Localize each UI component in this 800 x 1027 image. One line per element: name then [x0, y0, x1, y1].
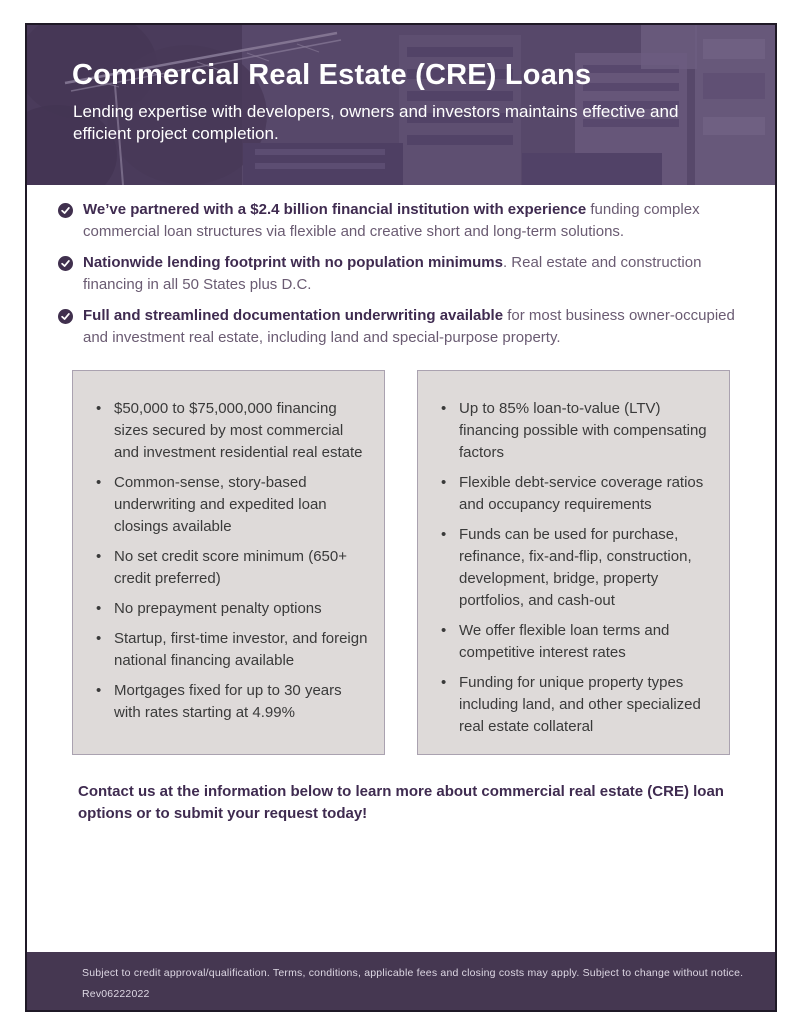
intro-bullet-bold: Full and streamlined documentation underwriting available: [83, 307, 504, 324]
footer-bar: [27, 952, 775, 1010]
intro-bullet-text: [83, 199, 743, 243]
list-item: • No set credit score minimum (650+ credit preferred): [95, 546, 370, 590]
footer-revision: Rev06222022: [82, 988, 150, 1000]
list-item: • We offer flexible loan terms and competitive interest rates: [440, 620, 715, 664]
list-item: • Funding for unique property types including land, and other specialized real estate collateral: [440, 672, 715, 738]
intro-bullet-bold: Nationwide lending footprint with no population minimums: [83, 254, 503, 271]
list-item: • Mortgages fixed for up to 30 years with rates starting at 4.99%: [95, 680, 370, 724]
intro-bullet-text: [83, 252, 743, 296]
intro-bullet-rest: for most business owner-occupied and investment real estate, including land and special-purpose property.: [83, 307, 735, 346]
feature-boxes: [72, 370, 730, 755]
left-feature-box: [72, 370, 385, 755]
intro-bullet: [58, 252, 751, 296]
list-item: • Flexible debt-service coverage ratios and occupancy requirements: [440, 472, 715, 516]
intro-bullet-rest: . Real estate and construction financing in all 50 States plus D.C.: [83, 254, 702, 293]
contact-text: Contact us at the information below to learn more about commercial real estate (CRE) loan options or to submit your request today!: [78, 783, 724, 822]
left-feature-list: [95, 398, 370, 724]
right-feature-list: [440, 398, 715, 738]
page-subtitle: Lending expertise with developers, owners and investors maintains effective and efficient project completion.: [73, 102, 679, 143]
page-title: Commercial Real Estate (CRE) Loans: [72, 59, 592, 91]
right-feature-box: [417, 370, 730, 755]
header-banner: [27, 25, 775, 185]
list-item: • Up to 85% loan-to-value (LTV) financing possible with compensating factors: [440, 398, 715, 464]
document-frame: [25, 23, 777, 1012]
header-text-block: [27, 25, 775, 145]
intro-bullet-bold: We’ve partnered with a $2.4 billion financial institution with experience: [83, 201, 587, 218]
check-circle-icon: [58, 203, 73, 218]
list-item: • No prepayment penalty options: [95, 598, 370, 620]
intro-bullet: [58, 199, 751, 243]
intro-bullet: [58, 305, 751, 349]
list-item: • Startup, first-time investor, and foreign national financing available: [95, 628, 370, 672]
check-circle-icon: [58, 256, 73, 271]
footer-disclaimer: Subject to credit approval/qualification. Terms, conditions, applicable fees and closing costs may apply. Subject to change without notice.: [82, 967, 744, 979]
list-item: • $50,000 to $75,000,000 financing sizes secured by most commercial and investment residential real estate: [95, 398, 370, 464]
intro-bullet-rest: funding complex commercial loan structures via flexible and creative short and long-term solutions.: [83, 201, 700, 240]
list-item: • Common-sense, story-based underwriting and expedited loan closings available: [95, 472, 370, 538]
list-item: • Funds can be used for purchase, refinance, fix-and-flip, construction, development, bridge, property portfolios, and cash-out: [440, 524, 715, 612]
intro-section: [58, 199, 751, 358]
intro-bullet-text: [83, 305, 743, 349]
check-circle-icon: [58, 309, 73, 324]
